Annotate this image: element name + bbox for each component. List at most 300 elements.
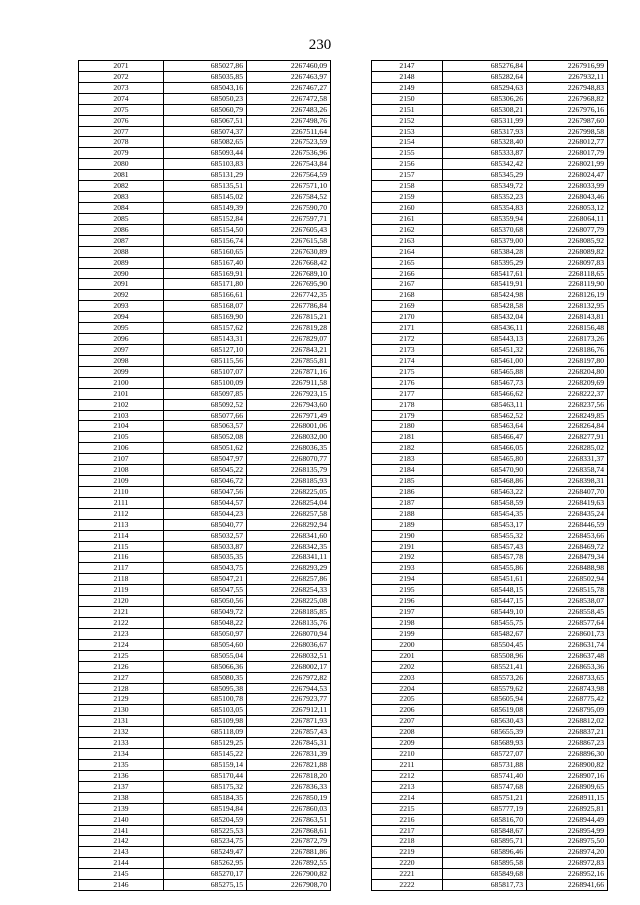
y-coordinate-cell: 2268254,04	[247, 497, 331, 508]
table-row	[372, 301, 608, 312]
point-number-cell: 2194	[372, 574, 443, 585]
point-number-cell: 2221	[372, 869, 443, 880]
x-coordinate-cell: 685777,19	[443, 803, 527, 814]
x-coordinate-cell: 685457,78	[443, 552, 527, 563]
x-coordinate-cell: 685352,23	[443, 192, 527, 203]
y-coordinate-cell: 2268812,02	[527, 716, 608, 727]
x-coordinate-cell: 685131,29	[164, 170, 247, 181]
table-row	[372, 727, 608, 738]
table-row	[372, 836, 608, 847]
point-number-cell: 2080	[79, 159, 164, 170]
table-row	[372, 716, 608, 727]
point-number-cell: 2161	[372, 213, 443, 224]
table-row	[372, 290, 608, 301]
y-coordinate-cell: 2267944,53	[247, 683, 331, 694]
point-number-cell: 2183	[372, 454, 443, 465]
point-number-cell: 2087	[79, 235, 164, 246]
table-row	[79, 716, 331, 727]
y-coordinate-cell: 2268085,92	[527, 235, 608, 246]
x-coordinate-cell: 685270,17	[164, 869, 247, 880]
y-coordinate-cell: 2268954,99	[527, 825, 608, 836]
table-row	[79, 869, 331, 880]
table-row	[372, 574, 608, 585]
point-number-cell: 2076	[79, 115, 164, 126]
x-coordinate-cell: 685457,43	[443, 541, 527, 552]
y-coordinate-cell: 2268601,73	[527, 628, 608, 639]
point-number-cell: 2117	[79, 563, 164, 574]
table-row	[372, 563, 608, 574]
y-coordinate-cell: 2268021,99	[527, 159, 608, 170]
y-coordinate-cell: 2267615,58	[247, 235, 331, 246]
point-number-cell: 2190	[372, 530, 443, 541]
y-coordinate-cell: 2268126,19	[527, 290, 608, 301]
point-number-cell: 2132	[79, 727, 164, 738]
table-row	[372, 388, 608, 399]
table-row	[79, 858, 331, 869]
point-number-cell: 2149	[372, 82, 443, 93]
y-coordinate-cell: 2267855,81	[247, 355, 331, 366]
y-coordinate-cell: 2268185,85	[247, 607, 331, 618]
point-number-cell: 2208	[372, 727, 443, 738]
table-row	[79, 738, 331, 749]
x-coordinate-cell: 685170,44	[164, 770, 247, 781]
x-coordinate-cell: 685047,21	[164, 574, 247, 585]
y-coordinate-cell: 2268398,31	[527, 476, 608, 487]
table-row	[79, 355, 331, 366]
x-coordinate-cell: 685040,77	[164, 519, 247, 530]
x-coordinate-cell: 685311,99	[443, 115, 527, 126]
x-coordinate-cell: 685262,95	[164, 858, 247, 869]
table-row	[372, 661, 608, 672]
x-coordinate-cell: 685194,84	[164, 803, 247, 814]
point-number-cell: 2153	[372, 126, 443, 137]
table-row	[79, 486, 331, 497]
y-coordinate-cell: 2267605,43	[247, 224, 331, 235]
y-coordinate-cell: 2268974,20	[527, 847, 608, 858]
x-coordinate-cell: 685655,39	[443, 727, 527, 738]
page-number: 230	[308, 37, 332, 53]
y-coordinate-cell: 2268002,17	[247, 661, 331, 672]
point-number-cell: 2176	[372, 377, 443, 388]
point-number-cell: 2167	[372, 279, 443, 290]
table-row	[372, 126, 608, 137]
table-row	[372, 508, 608, 519]
table-row	[79, 683, 331, 694]
x-coordinate-cell: 685129,25	[164, 738, 247, 749]
point-number-cell: 2119	[79, 585, 164, 596]
x-coordinate-cell: 685463,11	[443, 399, 527, 410]
y-coordinate-cell: 2268795,09	[527, 705, 608, 716]
x-coordinate-cell: 685082,65	[164, 137, 247, 148]
table-row	[79, 814, 331, 825]
y-coordinate-cell: 2268925,81	[527, 803, 608, 814]
y-coordinate-cell: 2268017,79	[527, 148, 608, 159]
y-coordinate-cell: 2267821,88	[247, 760, 331, 771]
table-row	[79, 519, 331, 530]
x-coordinate-cell: 685461,00	[443, 355, 527, 366]
x-coordinate-cell: 685689,93	[443, 738, 527, 749]
point-number-cell: 2139	[79, 803, 164, 814]
x-coordinate-cell: 685384,28	[443, 246, 527, 257]
table-row	[372, 377, 608, 388]
point-number-cell: 2078	[79, 137, 164, 148]
table-row	[79, 650, 331, 661]
x-coordinate-cell: 685747,68	[443, 781, 527, 792]
y-coordinate-cell: 2268257,58	[247, 508, 331, 519]
table-row	[79, 279, 331, 290]
point-number-cell: 2140	[79, 814, 164, 825]
y-coordinate-cell: 2268972,83	[527, 858, 608, 869]
point-number-cell: 2073	[79, 82, 164, 93]
table-row	[372, 552, 608, 563]
x-coordinate-cell: 685619,08	[443, 705, 527, 716]
x-coordinate-cell: 685359,94	[443, 213, 527, 224]
x-coordinate-cell: 685432,04	[443, 312, 527, 323]
table-row	[79, 268, 331, 279]
x-coordinate-cell: 685100,78	[164, 694, 247, 705]
point-number-cell: 2126	[79, 661, 164, 672]
point-number-cell: 2120	[79, 596, 164, 607]
table-row	[79, 541, 331, 552]
point-number-cell: 2083	[79, 192, 164, 203]
x-coordinate-cell: 685050,56	[164, 596, 247, 607]
y-coordinate-cell: 2267860,03	[247, 803, 331, 814]
table-row	[372, 115, 608, 126]
point-number-cell: 2217	[372, 825, 443, 836]
table-row	[372, 432, 608, 443]
point-number-cell: 2147	[372, 61, 443, 72]
y-coordinate-cell: 2268132,95	[527, 301, 608, 312]
y-coordinate-cell: 2267463,97	[247, 71, 331, 82]
y-coordinate-cell: 2268975,50	[527, 836, 608, 847]
table-row	[372, 803, 608, 814]
y-coordinate-cell: 2267911,58	[247, 377, 331, 388]
y-coordinate-cell: 2268277,91	[527, 432, 608, 443]
point-number-cell: 2074	[79, 93, 164, 104]
point-number-cell: 2123	[79, 628, 164, 639]
point-number-cell: 2191	[372, 541, 443, 552]
y-coordinate-cell: 2267916,99	[527, 61, 608, 72]
point-number-cell: 2206	[372, 705, 443, 716]
point-number-cell: 2212	[372, 770, 443, 781]
point-number-cell: 2082	[79, 181, 164, 192]
point-number-cell: 2075	[79, 104, 164, 115]
table-row	[79, 792, 331, 803]
table-row	[372, 825, 608, 836]
x-coordinate-cell: 685032,57	[164, 530, 247, 541]
y-coordinate-cell: 2267843,21	[247, 344, 331, 355]
point-number-cell: 2179	[372, 410, 443, 421]
table-row	[372, 530, 608, 541]
point-number-cell: 2166	[372, 268, 443, 279]
x-coordinate-cell: 685060,79	[164, 104, 247, 115]
x-coordinate-cell: 685049,72	[164, 607, 247, 618]
table-row	[372, 738, 608, 749]
y-coordinate-cell: 2268185,93	[247, 476, 331, 487]
table-row	[372, 618, 608, 629]
point-number-cell: 2192	[372, 552, 443, 563]
y-coordinate-cell: 2267584,52	[247, 192, 331, 203]
table-row	[372, 814, 608, 825]
table-row	[79, 552, 331, 563]
table-row	[79, 618, 331, 629]
x-coordinate-cell: 685466,47	[443, 432, 527, 443]
x-coordinate-cell: 685436,11	[443, 323, 527, 334]
x-coordinate-cell: 685424,98	[443, 290, 527, 301]
point-number-cell: 2138	[79, 792, 164, 803]
y-coordinate-cell: 2267523,59	[247, 137, 331, 148]
point-number-cell: 2214	[372, 792, 443, 803]
x-coordinate-cell: 685465,88	[443, 366, 527, 377]
x-coordinate-cell: 685521,41	[443, 661, 527, 672]
x-coordinate-cell: 685066,36	[164, 661, 247, 672]
y-coordinate-cell: 2268285,02	[527, 443, 608, 454]
x-coordinate-cell: 685354,83	[443, 202, 527, 213]
point-number-cell: 2071	[79, 61, 164, 72]
x-coordinate-cell: 685093,44	[164, 148, 247, 159]
point-number-cell: 2162	[372, 224, 443, 235]
x-coordinate-cell: 685074,37	[164, 126, 247, 137]
table-row	[372, 71, 608, 82]
table-row	[79, 432, 331, 443]
x-coordinate-cell: 685428,58	[443, 301, 527, 312]
table-row	[79, 880, 331, 891]
table-row	[372, 760, 608, 771]
y-coordinate-cell: 2268453,66	[527, 530, 608, 541]
point-number-cell: 2102	[79, 399, 164, 410]
point-number-cell: 2141	[79, 825, 164, 836]
point-number-cell: 2156	[372, 159, 443, 170]
point-number-cell: 2072	[79, 71, 164, 82]
y-coordinate-cell: 2268064,11	[527, 213, 608, 224]
y-coordinate-cell: 2268264,84	[527, 421, 608, 432]
table-row	[79, 93, 331, 104]
table-row	[79, 596, 331, 607]
y-coordinate-cell: 2268293,29	[247, 563, 331, 574]
x-coordinate-cell: 685395,29	[443, 257, 527, 268]
y-coordinate-cell: 2268053,12	[527, 202, 608, 213]
x-coordinate-cell: 685345,29	[443, 170, 527, 181]
y-coordinate-cell: 2268909,65	[527, 781, 608, 792]
table-row	[79, 836, 331, 847]
x-coordinate-cell: 685051,62	[164, 443, 247, 454]
y-coordinate-cell: 2268257,86	[247, 574, 331, 585]
y-coordinate-cell: 2267498,76	[247, 115, 331, 126]
y-coordinate-cell: 2267590,70	[247, 202, 331, 213]
y-coordinate-cell: 2268558,45	[527, 607, 608, 618]
y-coordinate-cell: 2268036,35	[247, 443, 331, 454]
table-row	[372, 410, 608, 421]
table-row	[79, 235, 331, 246]
x-coordinate-cell: 685063,57	[164, 421, 247, 432]
x-coordinate-cell: 685630,43	[443, 716, 527, 727]
x-coordinate-cell: 685046,72	[164, 476, 247, 487]
table-row	[79, 301, 331, 312]
x-coordinate-cell: 685052,08	[164, 432, 247, 443]
table-row	[79, 377, 331, 388]
table-row	[79, 246, 331, 257]
table-row	[372, 344, 608, 355]
x-coordinate-cell: 685035,85	[164, 71, 247, 82]
table-row	[372, 159, 608, 170]
point-number-cell: 2170	[372, 312, 443, 323]
y-coordinate-cell: 2268538,07	[527, 596, 608, 607]
x-coordinate-cell: 685275,15	[164, 880, 247, 891]
x-coordinate-cell: 685443,13	[443, 334, 527, 345]
x-coordinate-cell: 685454,35	[443, 508, 527, 519]
y-coordinate-cell: 2268435,24	[527, 508, 608, 519]
y-coordinate-cell: 2268249,85	[527, 410, 608, 421]
y-coordinate-cell: 2267689,10	[247, 268, 331, 279]
x-coordinate-cell: 685109,98	[164, 716, 247, 727]
x-coordinate-cell: 685044,23	[164, 508, 247, 519]
x-coordinate-cell: 685249,47	[164, 847, 247, 858]
table-row	[79, 334, 331, 345]
point-number-cell: 2084	[79, 202, 164, 213]
table-row	[372, 749, 608, 760]
y-coordinate-cell: 2268222,37	[527, 388, 608, 399]
x-coordinate-cell: 685225,53	[164, 825, 247, 836]
table-row	[372, 705, 608, 716]
point-number-cell: 2110	[79, 486, 164, 497]
y-coordinate-cell: 2267829,07	[247, 334, 331, 345]
point-number-cell: 2137	[79, 781, 164, 792]
x-coordinate-cell: 685157,62	[164, 323, 247, 334]
y-coordinate-cell: 2268089,82	[527, 246, 608, 257]
table-row	[79, 803, 331, 814]
table-row	[372, 683, 608, 694]
y-coordinate-cell: 2268024,47	[527, 170, 608, 181]
y-coordinate-cell: 2268358,74	[527, 465, 608, 476]
x-coordinate-cell: 685050,97	[164, 628, 247, 639]
point-number-cell: 2109	[79, 476, 164, 487]
point-number-cell: 2111	[79, 497, 164, 508]
point-number-cell: 2144	[79, 858, 164, 869]
y-coordinate-cell: 2267831,39	[247, 749, 331, 760]
y-coordinate-cell: 2268331,37	[527, 454, 608, 465]
point-number-cell: 2093	[79, 301, 164, 312]
point-number-cell: 2154	[372, 137, 443, 148]
point-number-cell: 2095	[79, 323, 164, 334]
x-coordinate-cell: 685159,14	[164, 760, 247, 771]
point-number-cell: 2121	[79, 607, 164, 618]
y-coordinate-cell: 2267948,83	[527, 82, 608, 93]
x-coordinate-cell: 685145,22	[164, 749, 247, 760]
x-coordinate-cell: 685171,80	[164, 279, 247, 290]
table-row	[372, 202, 608, 213]
x-coordinate-cell: 685817,73	[443, 880, 527, 891]
y-coordinate-cell: 2267472,58	[247, 93, 331, 104]
point-number-cell: 2089	[79, 257, 164, 268]
point-number-cell: 2174	[372, 355, 443, 366]
point-number-cell: 2101	[79, 388, 164, 399]
point-number-cell: 2150	[372, 93, 443, 104]
table-row	[372, 213, 608, 224]
y-coordinate-cell: 2268077,79	[527, 224, 608, 235]
point-number-cell: 2186	[372, 486, 443, 497]
point-number-cell: 2189	[372, 519, 443, 530]
table-row	[79, 454, 331, 465]
y-coordinate-cell: 2268070,94	[247, 628, 331, 639]
point-number-cell: 2103	[79, 410, 164, 421]
y-coordinate-cell: 2268001,06	[247, 421, 331, 432]
x-coordinate-cell: 685449,10	[443, 607, 527, 618]
table-row	[372, 847, 608, 858]
x-coordinate-cell: 685175,32	[164, 781, 247, 792]
point-number-cell: 2129	[79, 694, 164, 705]
x-coordinate-cell: 685451,61	[443, 574, 527, 585]
y-coordinate-cell: 2268342,35	[247, 541, 331, 552]
table-row	[79, 781, 331, 792]
point-number-cell: 2193	[372, 563, 443, 574]
point-number-cell: 2108	[79, 465, 164, 476]
table-row	[372, 869, 608, 880]
x-coordinate-cell: 685204,59	[164, 814, 247, 825]
y-coordinate-cell: 2268900,82	[527, 760, 608, 771]
y-coordinate-cell: 2267695,90	[247, 279, 331, 290]
y-coordinate-cell: 2268119,90	[527, 279, 608, 290]
y-coordinate-cell: 2268653,36	[527, 661, 608, 672]
x-coordinate-cell: 685465,80	[443, 454, 527, 465]
y-coordinate-cell: 2267850,19	[247, 792, 331, 803]
table-row	[79, 213, 331, 224]
y-coordinate-cell: 2268292,94	[247, 519, 331, 530]
point-number-cell: 2097	[79, 344, 164, 355]
y-coordinate-cell: 2268225,05	[247, 486, 331, 497]
table-row	[79, 705, 331, 716]
y-coordinate-cell: 2268197,80	[527, 355, 608, 366]
point-number-cell: 2081	[79, 170, 164, 181]
y-coordinate-cell: 2267543,84	[247, 159, 331, 170]
table-row	[79, 344, 331, 355]
table-row	[79, 672, 331, 683]
y-coordinate-cell: 2267786,84	[247, 301, 331, 312]
table-row	[372, 312, 608, 323]
table-row	[79, 497, 331, 508]
point-number-cell: 2195	[372, 585, 443, 596]
point-number-cell: 2175	[372, 366, 443, 377]
y-coordinate-cell: 2268156,48	[527, 323, 608, 334]
y-coordinate-cell: 2268488,98	[527, 563, 608, 574]
point-number-cell: 2184	[372, 465, 443, 476]
point-number-cell: 2091	[79, 279, 164, 290]
x-coordinate-cell: 685047,55	[164, 585, 247, 596]
x-coordinate-cell: 685466,05	[443, 443, 527, 454]
y-coordinate-cell: 2268896,30	[527, 749, 608, 760]
table-row	[79, 628, 331, 639]
y-coordinate-cell: 2267912,11	[247, 705, 331, 716]
x-coordinate-cell: 685184,35	[164, 792, 247, 803]
table-row	[372, 465, 608, 476]
point-number-cell: 2125	[79, 650, 164, 661]
table-row	[79, 661, 331, 672]
point-number-cell: 2098	[79, 355, 164, 366]
point-number-cell: 2088	[79, 246, 164, 257]
x-coordinate-cell: 685462,52	[443, 410, 527, 421]
coordinates-table-left	[78, 60, 331, 891]
x-coordinate-cell: 685276,84	[443, 61, 527, 72]
point-number-cell: 2216	[372, 814, 443, 825]
x-coordinate-cell: 685370,68	[443, 224, 527, 235]
table-row	[79, 847, 331, 858]
point-number-cell: 2135	[79, 760, 164, 771]
point-number-cell: 2115	[79, 541, 164, 552]
y-coordinate-cell: 2268012,77	[527, 137, 608, 148]
point-number-cell: 2127	[79, 672, 164, 683]
table-row	[372, 476, 608, 487]
y-coordinate-cell: 2267872,79	[247, 836, 331, 847]
x-coordinate-cell: 685149,39	[164, 202, 247, 213]
